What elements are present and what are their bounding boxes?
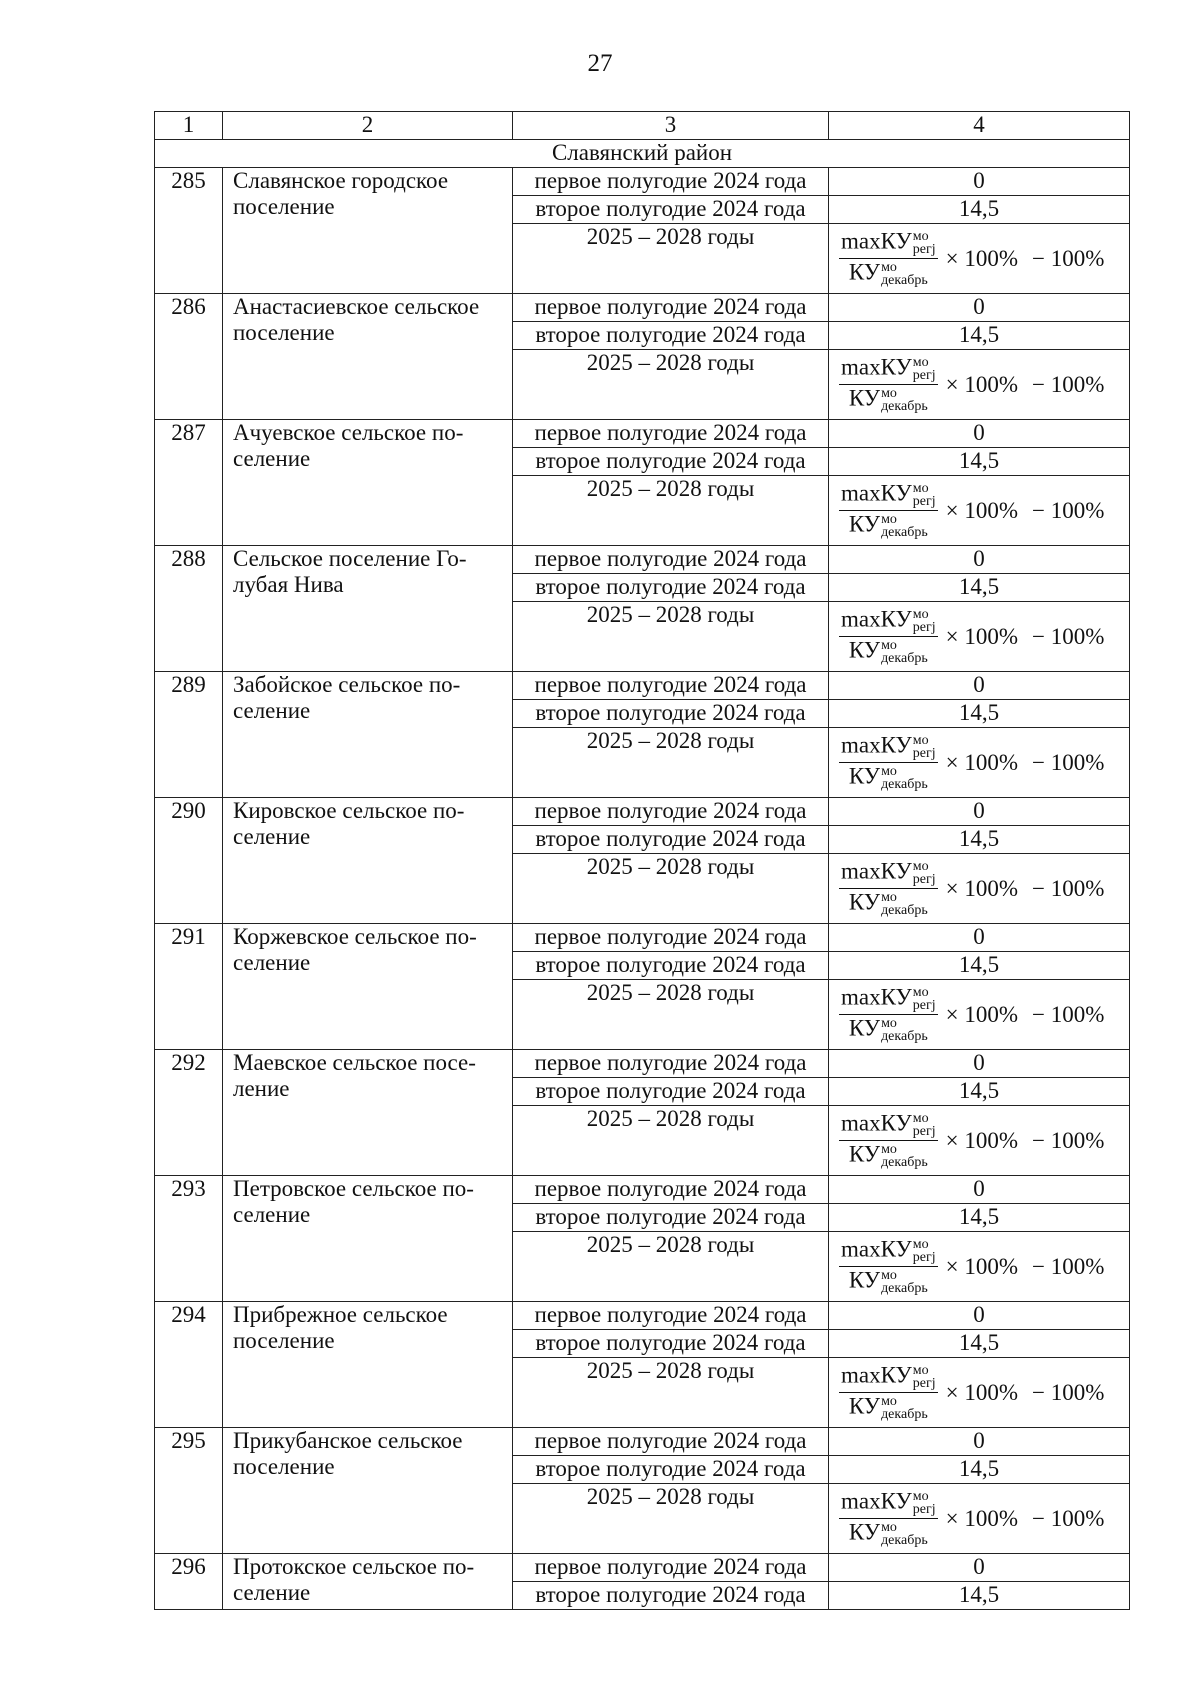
settlement-row [155,1428,1130,1456]
denominator-main: КУ [848,385,881,411]
denominator-indices [881,1521,928,1547]
formula-multiplier: × 100% [945,371,1019,397]
period-range: 2025 – 2028 годы [513,1484,829,1554]
numerator-subscript: регj [912,746,936,761]
growth-formula [829,1106,1129,1175]
denominator-superscript: мо [881,512,897,527]
formula-denominator [847,1393,930,1421]
formula-denominator [847,511,930,539]
denominator-indices [881,891,928,917]
period-range: 2025 – 2028 годы [513,1358,829,1428]
formula-tail [946,246,1105,272]
formula-multiplier: × 100% [945,1253,1019,1279]
period-second-half: второе полугодие 2024 года [513,448,829,476]
settlement-name: Протокское сельское по-селение [223,1554,513,1610]
page-number: 27 [587,50,613,77]
formula-cell [829,1358,1130,1428]
numerator-subscript: регj [912,620,936,635]
growth-formula [829,728,1129,797]
period-second-half: второе полугодие 2024 года [513,196,829,224]
numerator-main: maxКУ [841,1362,912,1388]
formula-numerator [839,608,938,637]
period-second-half: второе полугодие 2024 года [513,322,829,350]
formula-tail [946,750,1105,776]
formula-subtrahend: − 100% [1032,623,1105,649]
growth-formula [829,224,1129,293]
period-second-half: второе полугодие 2024 года [513,574,829,602]
numerator-superscript: мо [912,1111,929,1126]
period-first-half: первое полугодие 2024 года [513,1554,829,1582]
numerator-indices [913,1490,936,1516]
numerator-subscript: регj [912,1502,936,1517]
numerator-subscript: регj [912,1250,936,1265]
growth-formula [829,350,1129,419]
formula-cell [829,224,1130,294]
period-first-half: первое полугодие 2024 года [513,672,829,700]
formula-cell [829,728,1130,798]
denominator-superscript: мо [881,638,897,653]
formula-numerator [839,1238,938,1267]
formula-tail [946,498,1105,524]
formula-denominator [847,889,930,917]
numerator-indices [913,734,936,760]
district-title: Славянский район [155,140,1130,168]
settlement-name: Маевское сельское посе-ление [223,1050,513,1176]
denominator-indices [881,639,928,665]
settlement-name: Коржевское сельское по-селение [223,924,513,1050]
growth-formula [829,1232,1129,1301]
row-number: 289 [155,672,223,798]
period-range: 2025 – 2028 годы [513,350,829,420]
settlement-name: Славянское городское поселение [223,168,513,294]
formula-fraction [839,608,938,665]
formula-numerator [839,734,938,763]
numerator-indices [913,230,936,256]
value-second-half: 14,5 [829,574,1130,602]
numerator-indices [913,860,936,886]
denominator-superscript: мо [881,1016,897,1031]
formula-fraction [839,986,938,1043]
settlement-row [155,798,1130,826]
denominator-subscript: декабрь [881,651,928,666]
denominator-main: КУ [848,763,881,789]
formula-fraction [839,356,938,413]
formula-tail [946,1254,1105,1280]
numerator-superscript: мо [912,607,929,622]
period-range: 2025 – 2028 годы [513,476,829,546]
row-number: 292 [155,1050,223,1176]
value-second-half: 14,5 [829,1456,1130,1484]
numerator-main: maxКУ [841,480,912,506]
numerator-superscript: мо [912,481,929,496]
settlement-name: Анастасиевское сельское поселение [223,294,513,420]
formula-tail [946,624,1105,650]
formula-tail [946,1002,1105,1028]
settlement-name: Сельское поселение Го-лубая Нива [223,546,513,672]
period-first-half: первое полугодие 2024 года [513,1050,829,1078]
numerator-indices [913,608,936,634]
period-first-half: первое полугодие 2024 года [513,1176,829,1204]
settlement-name: Прибрежное сельское поселение [223,1302,513,1428]
value-first-half: 0 [829,924,1130,952]
formula-subtrahend: − 100% [1032,245,1105,271]
denominator-indices [881,387,928,413]
formula-subtrahend: − 100% [1032,1505,1105,1531]
numerator-indices [913,1238,936,1264]
period-range: 2025 – 2028 годы [513,980,829,1050]
settlement-row [155,1176,1130,1204]
value-first-half: 0 [829,1302,1130,1330]
formula-subtrahend: − 100% [1032,749,1105,775]
value-first-half: 0 [829,1428,1130,1456]
formula-numerator [839,230,938,259]
value-first-half: 0 [829,546,1130,574]
growth-formula [829,854,1129,923]
settlement-row [155,672,1130,700]
numerator-main: maxКУ [841,228,912,254]
value-second-half: 14,5 [829,1330,1130,1358]
period-range: 2025 – 2028 годы [513,1232,829,1302]
numerator-indices [913,356,936,382]
formula-denominator [847,1519,930,1547]
value-second-half: 14,5 [829,1204,1130,1232]
numerator-main: maxКУ [841,984,912,1010]
formula-denominator [847,637,930,665]
formula-fraction [839,734,938,791]
value-second-half: 14,5 [829,322,1130,350]
settlement-row [155,924,1130,952]
denominator-superscript: мо [881,386,897,401]
denominator-main: КУ [848,637,881,663]
row-number: 290 [155,798,223,924]
formula-denominator [847,385,930,413]
column-number: 3 [513,112,829,140]
period-range: 2025 – 2028 годы [513,854,829,924]
numerator-indices [913,986,936,1012]
value-first-half: 0 [829,168,1130,196]
value-first-half: 0 [829,798,1130,826]
period-first-half: первое полугодие 2024 года [513,420,829,448]
row-number: 287 [155,420,223,546]
column-number-row [155,112,1130,140]
denominator-subscript: декабрь [881,777,928,792]
period-first-half: первое полугодие 2024 года [513,168,829,196]
denominator-subscript: декабрь [881,1281,928,1296]
settlement-name: Прикубанское сельское поселение [223,1428,513,1554]
period-range: 2025 – 2028 годы [513,602,829,672]
denominator-main: КУ [848,1141,881,1167]
value-first-half: 0 [829,1050,1130,1078]
period-second-half: второе полугодие 2024 года [513,952,829,980]
formula-numerator [839,1364,938,1393]
formula-cell [829,602,1130,672]
numerator-main: maxКУ [841,732,912,758]
formula-cell [829,350,1130,420]
growth-formula [829,602,1129,671]
formula-denominator [847,259,930,287]
value-second-half: 14,5 [829,952,1130,980]
period-range: 2025 – 2028 годы [513,728,829,798]
formula-numerator [839,860,938,889]
denominator-subscript: декабрь [881,525,928,540]
denominator-subscript: декабрь [881,1533,928,1548]
denominator-superscript: мо [881,764,897,779]
settlement-name: Кировское сельское по-селение [223,798,513,924]
numerator-subscript: регj [912,998,936,1013]
value-second-half: 14,5 [829,826,1130,854]
numerator-subscript: регj [912,494,936,509]
growth-formula [829,1358,1129,1427]
denominator-indices [881,1143,928,1169]
settlement-row [155,168,1130,196]
formula-fraction [839,860,938,917]
denominator-subscript: декабрь [881,273,928,288]
numerator-subscript: регj [912,242,936,257]
denominator-indices [881,1395,928,1421]
growth-formula [829,476,1129,545]
period-second-half: второе полугодие 2024 года [513,1078,829,1106]
denominator-superscript: мо [881,890,897,905]
formula-denominator [847,1015,930,1043]
value-first-half: 0 [829,672,1130,700]
row-number: 296 [155,1554,223,1610]
row-number: 291 [155,924,223,1050]
growth-formula [829,980,1129,1049]
formula-multiplier: × 100% [945,623,1019,649]
value-second-half: 14,5 [829,1582,1130,1610]
formula-numerator [839,356,938,385]
period-first-half: первое полугодие 2024 года [513,1428,829,1456]
formula-cell [829,1106,1130,1176]
row-number: 285 [155,168,223,294]
numerator-indices [913,1112,936,1138]
formula-fraction [839,1112,938,1169]
formula-fraction [839,1238,938,1295]
numerator-superscript: мо [912,1237,929,1252]
formula-multiplier: × 100% [945,1001,1019,1027]
denominator-subscript: декабрь [881,1407,928,1422]
numerator-superscript: мо [912,733,929,748]
growth-formula [829,1484,1129,1553]
formula-subtrahend: − 100% [1032,1253,1105,1279]
numerator-superscript: мо [912,985,929,1000]
period-second-half: второе полугодие 2024 года [513,826,829,854]
column-number: 4 [829,112,1130,140]
formula-multiplier: × 100% [945,875,1019,901]
numerator-subscript: регj [912,368,936,383]
numerator-main: maxКУ [841,1110,912,1136]
period-first-half: первое полугодие 2024 года [513,1302,829,1330]
formula-tail [946,1128,1105,1154]
numerator-superscript: мо [912,355,929,370]
column-number: 2 [223,112,513,140]
formula-multiplier: × 100% [945,1379,1019,1405]
denominator-main: КУ [848,1393,881,1419]
period-second-half: второе полугодие 2024 года [513,1456,829,1484]
formula-fraction [839,1364,938,1421]
settlement-name: Забойское сельское по-селение [223,672,513,798]
settlement-row [155,420,1130,448]
formula-tail [946,1380,1105,1406]
formula-multiplier: × 100% [945,749,1019,775]
denominator-superscript: мо [881,260,897,275]
formula-subtrahend: − 100% [1032,1127,1105,1153]
denominator-indices [881,765,928,791]
row-number: 288 [155,546,223,672]
row-number: 293 [155,1176,223,1302]
formula-tail [946,372,1105,398]
value-second-half: 14,5 [829,700,1130,728]
denominator-subscript: декабрь [881,1029,928,1044]
period-second-half: второе полугодие 2024 года [513,1204,829,1232]
period-first-half: первое полугодие 2024 года [513,924,829,952]
settlement-row [155,1302,1130,1330]
formula-fraction [839,230,938,287]
formula-tail [946,1506,1105,1532]
numerator-main: maxКУ [841,354,912,380]
numerator-indices [913,482,936,508]
formula-fraction [839,1490,938,1547]
period-range: 2025 – 2028 годы [513,224,829,294]
settlement-name: Петровское сельское по-селение [223,1176,513,1302]
value-first-half: 0 [829,420,1130,448]
denominator-subscript: декабрь [881,399,928,414]
formula-numerator [839,482,938,511]
row-number: 294 [155,1302,223,1428]
denominator-indices [881,261,928,287]
denominator-main: КУ [848,1015,881,1041]
denominator-indices [881,1017,928,1043]
row-number: 286 [155,294,223,420]
formula-cell [829,854,1130,924]
formula-multiplier: × 100% [945,1127,1019,1153]
numerator-main: maxКУ [841,1488,912,1514]
formula-cell [829,1484,1130,1554]
row-number: 295 [155,1428,223,1554]
denominator-main: КУ [848,1519,881,1545]
formula-denominator [847,1141,930,1169]
formula-cell [829,1232,1130,1302]
period-second-half: второе полугодие 2024 года [513,1330,829,1358]
numerator-subscript: регj [912,1376,936,1391]
formula-subtrahend: − 100% [1032,1379,1105,1405]
formula-tail [946,876,1105,902]
denominator-main: КУ [848,1267,881,1293]
period-second-half: второе полугодие 2024 года [513,700,829,728]
formula-multiplier: × 100% [945,1505,1019,1531]
numerator-subscript: регj [912,872,936,887]
period-first-half: первое полугодие 2024 года [513,798,829,826]
denominator-indices [881,1269,928,1295]
formula-cell [829,476,1130,546]
denominator-superscript: мо [881,1142,897,1157]
denominator-main: КУ [848,259,881,285]
district-row [155,140,1130,168]
value-first-half: 0 [829,1554,1130,1582]
formula-cell [829,980,1130,1050]
formula-subtrahend: − 100% [1032,875,1105,901]
formula-numerator [839,986,938,1015]
denominator-superscript: мо [881,1520,897,1535]
denominator-main: КУ [848,889,881,915]
formula-multiplier: × 100% [945,497,1019,523]
denominator-superscript: мо [881,1394,897,1409]
numerator-main: maxКУ [841,1236,912,1262]
formula-fraction [839,482,938,539]
formula-subtrahend: − 100% [1032,1001,1105,1027]
denominator-indices [881,513,928,539]
formula-multiplier: × 100% [945,245,1019,271]
numerator-superscript: мо [912,1363,929,1378]
settlement-row [155,1554,1130,1582]
value-second-half: 14,5 [829,1078,1130,1106]
denominator-superscript: мо [881,1268,897,1283]
settlement-row [155,1050,1130,1078]
formula-denominator [847,763,930,791]
numerator-superscript: мо [912,229,929,244]
period-range: 2025 – 2028 годы [513,1106,829,1176]
numerator-superscript: мо [912,859,929,874]
value-first-half: 0 [829,1176,1130,1204]
tariff-table [154,111,1130,1610]
column-number: 1 [155,112,223,140]
period-first-half: первое полугодие 2024 года [513,546,829,574]
value-second-half: 14,5 [829,196,1130,224]
numerator-indices [913,1364,936,1390]
value-first-half: 0 [829,294,1130,322]
value-second-half: 14,5 [829,448,1130,476]
formula-denominator [847,1267,930,1295]
numerator-main: maxКУ [841,606,912,632]
numerator-subscript: регj [912,1124,936,1139]
formula-numerator [839,1112,938,1141]
period-first-half: первое полугодие 2024 года [513,294,829,322]
settlement-name: Ачуевское сельское по-селение [223,420,513,546]
period-second-half: второе полугодие 2024 года [513,1582,829,1610]
formula-subtrahend: − 100% [1032,371,1105,397]
formula-numerator [839,1490,938,1519]
numerator-main: maxКУ [841,858,912,884]
settlement-row [155,546,1130,574]
denominator-subscript: декабрь [881,1155,928,1170]
numerator-superscript: мо [912,1489,929,1504]
denominator-subscript: декабрь [881,903,928,918]
settlement-row [155,294,1130,322]
denominator-main: КУ [848,511,881,537]
formula-subtrahend: − 100% [1032,497,1105,523]
